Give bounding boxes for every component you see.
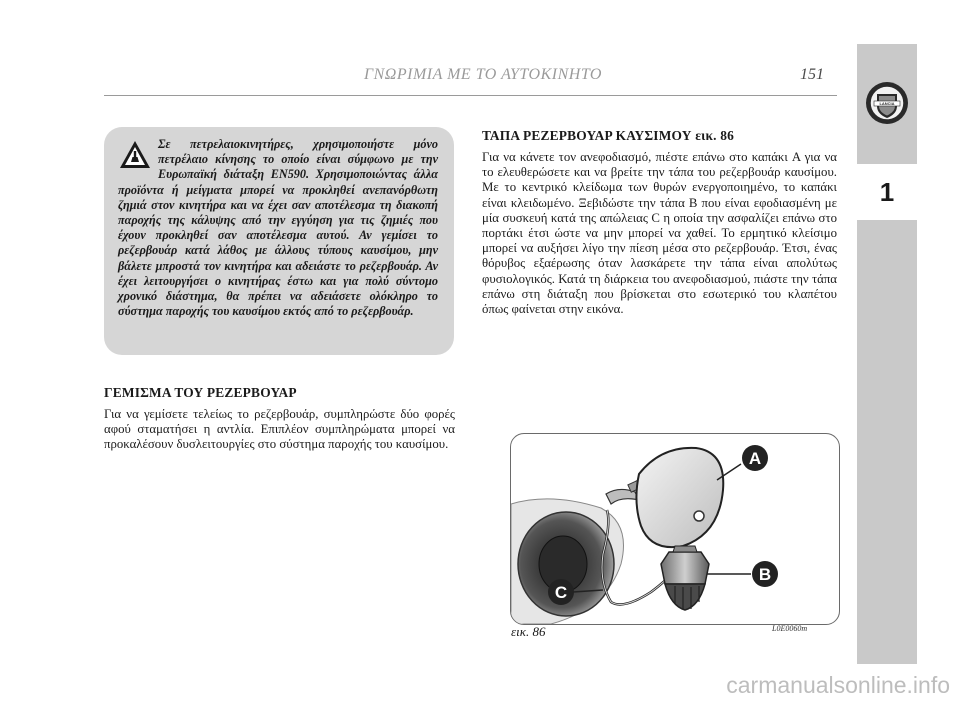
brand-shield-icon — [864, 80, 910, 126]
page-number: 151 — [800, 66, 824, 83]
brand-logo — [857, 70, 917, 136]
fuel-filling-body: Για να γεμίσετε τελείως το ρεζερβουάρ, συμπληρώστε δύο φορές αφού σταματήσει η αντλία. Επιπλέον συμπληρώματα μπορεί να προκαλέσουν δυσλειτουργίες στο σύστημα παροχής του καυσίμου. — [104, 407, 455, 452]
flap-hinge — [606, 489, 639, 504]
fuel-cap-b — [661, 546, 709, 610]
running-header-title: ΓΝΩΡΙΜΙΑ ΜΕ ΤΟ ΑΥΤΟΚΙΝΗΤΟ — [364, 66, 602, 83]
fuel-cap-heading: ΤΑΠΑ ΡΕΖΕΡΒΟΥΑΡ ΚΑΥΣΙΜΟΥ εικ. 86 — [482, 128, 735, 143]
label-c: C — [554, 583, 568, 602]
warning-text-block — [118, 137, 438, 319]
chapter-sidebar — [857, 44, 917, 664]
fuel-cap-body: Για να κάνετε τον ανεφοδιασμό, πιέστε επάνω στο καπάκι A για να το ελευθερώσετε και να βρείτε την τάπα του ρεζερβουάρ καυσίμου. Με το κεντρικό κλείδωμα των θυρών ενεργοποιημένο, το καπάκι είναι κλειδωμένο. Ξεβιδώστε την τάπα B που είναι εφοδιασμένη με μία συσκευή κατά της απώλειας C η οποία την ασφαλίζει επάνω στο πορτάκι έτσι ώστε να μην μπορεί να χαθεί. Το ερμητικό κλείσιμο μπορεί να αυξήσει λίγο την πίεση μέσα στο ρεζερβουάρ. Έτσι, ένας θόρυβος εξαέρωσης όταν λασκάρετε την τάπα είναι απολύτως φυσιολογικός. Κατά τη διάρκεια του ανεφοδιασμού, πιάστε την τάπα επάνω στη διάταξη που βρίσκεται στο εσωτερικό του κλαπέτου όπως φαίνεται στην εικόνα. — [482, 150, 837, 317]
warning-box — [104, 127, 454, 355]
fuel-flap-a — [636, 448, 723, 547]
watermark: carmanualsonline.info — [726, 672, 950, 698]
logo-lettering: LANCIA — [879, 101, 895, 107]
warning-text: Σε πετρελαιοκινητήρες, χρησιμοποιήστε μόνο πετρέλαιο κίνησης το οποίο είναι σύμφωνο με την Ευρωπαϊκή διάταξη EN590. Χρησιμοποιώντας άλλα προϊόντα ή μείγματα μπορεί να προκληθεί ανεπανόρθωτη ζημιά στον κινητήρα και να έχει σαν αποτέλεσμα τη διακοπή παροχής της κάλυψης από την εγγύηση για τις ζημιές που έχουν προκληθεί σαν αποτέλεσμα αυτού. Αν γεμίσει το ρεζερβουάρ κατά λάθος με άλλους τύπους καυσίμου, μην βάλετε μπροστά τον κινητήρα και αδειάστε το ρεζερβουάρ. Αν έχει λειτουργήσει ο κινητήρας έστω και για πολύ σύντομο χρονικό διάστημα, θα πρέπει να αδειάσετε ολόκληρο το σύστημα παροχής του καυσίμου εκτός από το ρεζερβουάρ. — [118, 137, 438, 319]
label-a: A — [748, 449, 762, 468]
figure-caption: εικ. 86 — [511, 624, 546, 639]
header-divider — [104, 95, 837, 96]
figure-code: L0E0060m — [772, 624, 808, 633]
label-b: B — [758, 565, 772, 584]
chapter-number-tab: 1 — [857, 164, 917, 220]
fuel-filling-heading: ΓΕΜΙΣΜΑ ΤΟΥ ΡΕΖΕΡΒΟΥΑΡ — [104, 385, 297, 400]
fuel-cap-figure — [510, 433, 840, 625]
fuel-cap-illustration — [511, 434, 839, 624]
icon-spacer — [118, 137, 158, 181]
